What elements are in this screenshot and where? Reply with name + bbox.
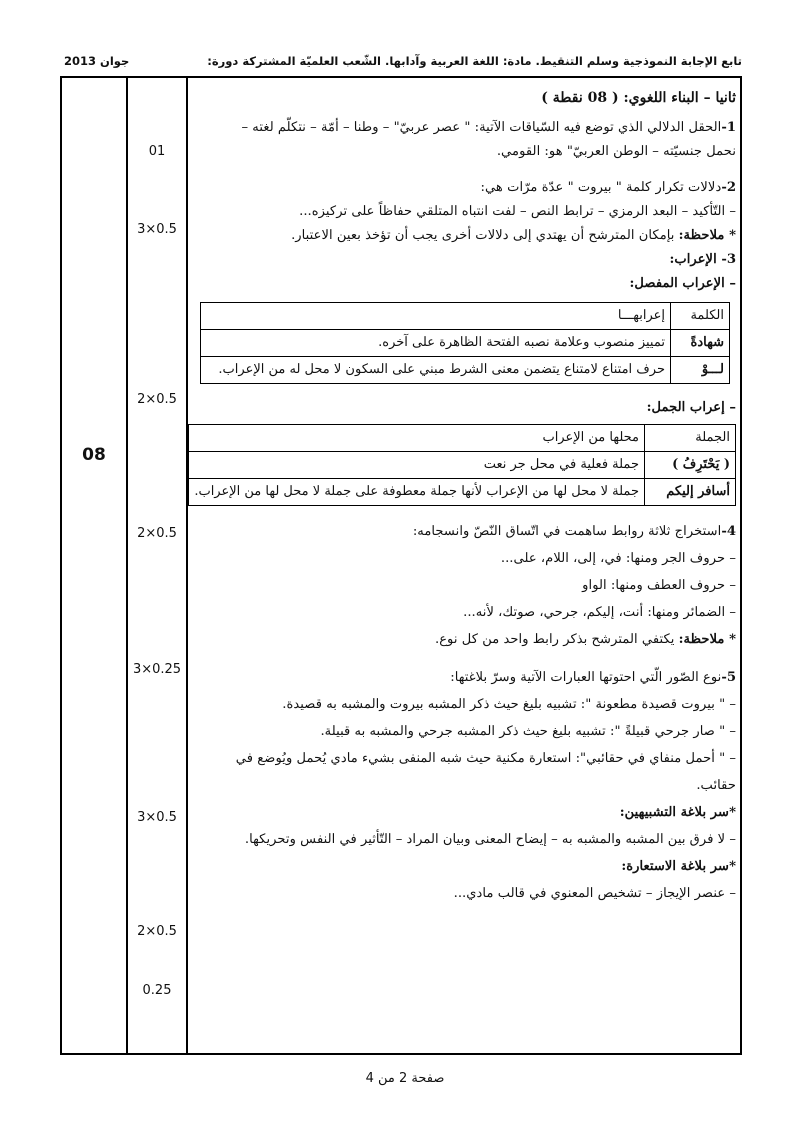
mark-q4: 3×0.25 — [132, 662, 182, 677]
table-cell-word: لـــوْ — [671, 357, 730, 384]
section-title: ثانيا – البناء اللغوي: ( 08 نقطة ) — [541, 90, 736, 106]
q4-label: 4- — [721, 524, 736, 539]
sentence-parsing-table — [188, 424, 736, 506]
q2-note-label: * ملاحظة: — [678, 228, 736, 243]
q4-note — [188, 628, 736, 652]
table-header-parsing: إعرابهـــا — [201, 303, 671, 330]
header-exam-info: تابع الإجابة النموذجية وسلم التنقيط. مادة: اللغة العربية وآدابها. الشّعب العلميّة المشتركة دورة: — [207, 54, 742, 68]
q4-line1 — [188, 520, 736, 544]
total-grade: 08 — [82, 445, 106, 465]
table-row — [201, 357, 730, 384]
list-item: – " بيروت قصيدة مطعونة ": تشبيه بليغ حيث ذكر المشبه بيروت والمشبه به قصيدة. — [282, 697, 736, 712]
table-row — [189, 452, 736, 479]
table-cell-word: شهادةً — [671, 330, 730, 357]
table-header-sentence: الجملة — [645, 425, 736, 452]
list-item: – الضمائر ومنها: أنت، إليكم، جرحي، صوتك، لأنه... — [463, 605, 736, 620]
table-header-position: محلها من الإعراب — [189, 425, 645, 452]
metaphor-title: *سر بلاغة الاستعارة: — [621, 859, 736, 874]
q2-line2: – التّأكيد – البعد الرمزي – ترابط النص – لفت انتباه المتلقي حفاظاً على تركيزه... — [299, 204, 736, 219]
q2-line1 — [188, 176, 736, 200]
page-header — [60, 54, 742, 76]
q2-note-text: بإمكان المترشح أن يهتدي إلى دلالات أخرى يجب أن تؤخذ بعين الاعتبار. — [291, 228, 675, 243]
q1-label: 1- — [721, 120, 736, 135]
table-row — [189, 479, 736, 506]
header-session-year: جوان 2013 — [64, 54, 130, 68]
list-item: – حروف الجر ومنها: في، إلى، اللام، على... — [500, 551, 736, 566]
q5-label: 5- — [721, 670, 736, 685]
q1-line1 — [188, 116, 736, 140]
mark-q5-simile: 2×0.5 — [137, 924, 177, 939]
table-cell-sentence: أسافر إليكم — [645, 479, 736, 506]
table-header-word: الكلمة — [671, 303, 730, 330]
table-cell-parsing: تمييز منصوب وعلامة نصبه الفتحة الظاهرة على آخره. — [201, 330, 671, 357]
mark-q1: 01 — [148, 144, 166, 159]
table-cell-position: جملة لا محل لها من الإعراب لأنها جملة معطوفة على جملة لا محل لها من الإعراب. — [189, 479, 645, 506]
q4-note-text: يكتفي المترشح بذكر رابط واحد من كل نوع. — [435, 632, 675, 647]
q3-sub-sentences: – إعراب الجمل: — [646, 400, 736, 415]
mark-q2: 3×0.5 — [137, 222, 177, 237]
q5-line1 — [188, 666, 736, 690]
list-item: – " صار جرحي قبيلةً ": تشبيه بليغ حيث ذكر المشبه جرحي والمشبه به قبيلة. — [320, 724, 736, 739]
answer-content — [188, 80, 736, 1040]
table-header-row — [189, 425, 736, 452]
table-cell-sentence: ( يَحْتَرِفُ ) — [645, 452, 736, 479]
table-header-row — [201, 303, 730, 330]
q1-text: الحقل الدلالي الذي توضع فيه السّياقات الآتية: " عصر عربيّ" – وطنا – أمّة – نتكلّم لغته – — [241, 120, 722, 135]
mark-q5-metaphor: 0.25 — [142, 983, 172, 998]
mark-q3-sentences: 2×0.5 — [137, 526, 177, 541]
q3-title: 3- الإعراب: — [669, 252, 736, 267]
mark-q3-detailed: 2×0.5 — [137, 392, 177, 407]
list-item: – حروف العطف ومنها: الواو — [582, 578, 736, 593]
detailed-parsing-table — [200, 302, 730, 384]
q2-label: 2- — [721, 180, 736, 195]
q4-note-label: * ملاحظة: — [678, 632, 736, 647]
q2-note — [188, 224, 736, 248]
simile-text: – لا فرق بين المشبه والمشبه به – إيضاح المعنى وبيان المراد – التّأثير في النفس وتحريكها. — [244, 832, 736, 847]
q5-text: نوع الصّور الّتي احتوتها العبارات الآتية وسرّ بلاغتها: — [450, 670, 722, 685]
q2-text: دلالات تكرار كلمة " بيروت " عدّة مرّات هي: — [480, 180, 722, 195]
list-item-continuation: حقائب. — [696, 778, 736, 793]
table-cell-parsing: حرف امتناع لامتناع يتضمن معنى الشرط مبني على السكون لا محل له من الإعراب. — [201, 357, 671, 384]
simile-title: *سر بلاغة التشبيهين: — [619, 805, 736, 820]
list-item: – " أحمل منفاي في حقائبي": استعارة مكنية حيث شبه المنفى بشيء مادي يُحمل ويُوضع في — [235, 751, 736, 766]
table-row — [201, 330, 730, 357]
q4-text: استخراج ثلاثة روابط ساهمت في اتّساق النّصّ وانسجامه: — [412, 524, 722, 539]
mark-q5-images: 3×0.5 — [137, 810, 177, 825]
q3-sub-detailed: – الإعراب المفصل: — [629, 276, 736, 291]
table-cell-position: جملة فعلية في محل جر نعت — [189, 452, 645, 479]
page-number: صفحة 2 من 4 — [365, 1071, 445, 1086]
metaphor-text: – عنصر الإيجاز – تشخيص المعنوي في قالب مادي... — [453, 886, 736, 901]
q1-line2: نحمل جنسيّته – الوطن العربيّ" هو: القومي. — [496, 144, 736, 159]
